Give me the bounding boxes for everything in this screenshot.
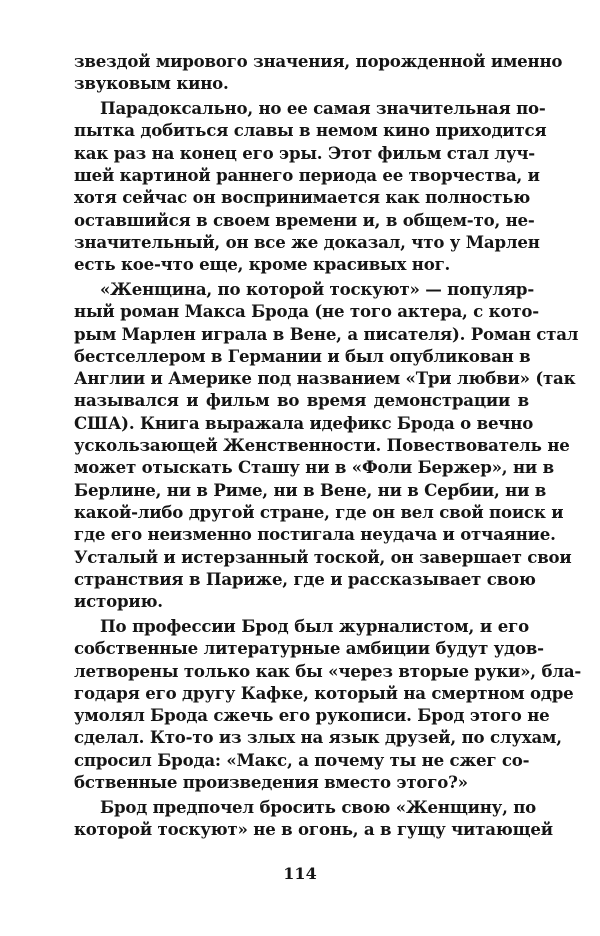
paragraph [74,615,582,793]
paragraph [74,97,547,275]
text-line: собственные литературные амбиции будут удов- [74,638,544,659]
text-line: какой-либо другой стране, где он вел свой поиск и [74,501,564,522]
text-line: шей картиной раннего периода ее творчества, и [74,164,540,185]
text-line: Берлине, ни в Риме, ни в Вене, ни в Сербии, ни в [74,479,547,500]
text-line: По профессии Брод был журналистом, и его [100,615,529,636]
text-line: где его неизменно постигала неудача и отчаяние. [74,524,556,545]
text-line: странствия в Париже, где и рассказывает свою [74,568,536,589]
text-line: значительный, он все же доказал, что у Марлен [74,231,540,252]
text-line: как раз на конец его эры. Этот фильм стал луч- [74,142,535,163]
text-line: звуковым кино. [74,73,229,94]
text-line: историю. [74,591,163,612]
text-line: хотя сейчас он воспринимается как полностью [74,187,531,208]
text-line: США). Книга выражала идефикс Брода о вечно [74,412,534,433]
text-line: рым Марлен играла в Вене, а писателя). Роман стал [74,323,579,344]
text-line: Парадоксально, но ее самая значительная по- [100,98,546,119]
text-line: ускользающей Женственности. Повествователь не [74,435,570,456]
text-line: бестселлером в Германии и был опубликован в [74,345,531,366]
text-line: может отыскать Сташу ни в «Фоли Бержер», ни в [74,457,554,478]
text-line: назывался и фильм во время демонстрации в [74,390,529,411]
page-number: 114 [283,864,317,883]
text-line: ный роман Макса Брода (не того актера, с кото- [74,301,539,322]
paragraph [74,796,553,841]
text-line: летворены только как бы «через вторые руки», бла- [74,660,582,681]
text-line: спросил Брода: «Макс, а почему ты не сжег со- [74,749,530,770]
text-line: есть кое-что еще, кроме красивых ног. [74,254,451,275]
text-line: умолял Брода сжечь его рукописи. Брод этого не [74,705,550,726]
text-line: которой тоскуют» не в огонь, а в гущу читающей [74,819,553,840]
text-line: оставшийся в своем времени и, в общем-то, не- [74,209,535,230]
paragraph [74,50,563,95]
text-line: «Женщина, по которой тоскуют» — популяр- [100,278,535,299]
text-line: сделал. Кто-то из злых на язык друзей, по слухам, [74,727,562,748]
text-line: пытка добиться славы в немом кино приходится [74,120,547,141]
text-line: звездой мирового значения, порожденной именно [74,51,563,71]
page-body-text [74,50,582,840]
text-line: Усталый и истерзанный тоской, он завершает свои [74,546,572,567]
text-line: годаря его другу Кафке, который на смертном одре [74,682,574,703]
paragraph [74,278,579,612]
text-line: Брод предпочел бросить свою «Женщину, по [100,796,537,817]
text-line: бственные произведения вместо этого?» [74,772,468,792]
text-line: Англии и Америке под названием «Три любви» (так [74,368,576,389]
